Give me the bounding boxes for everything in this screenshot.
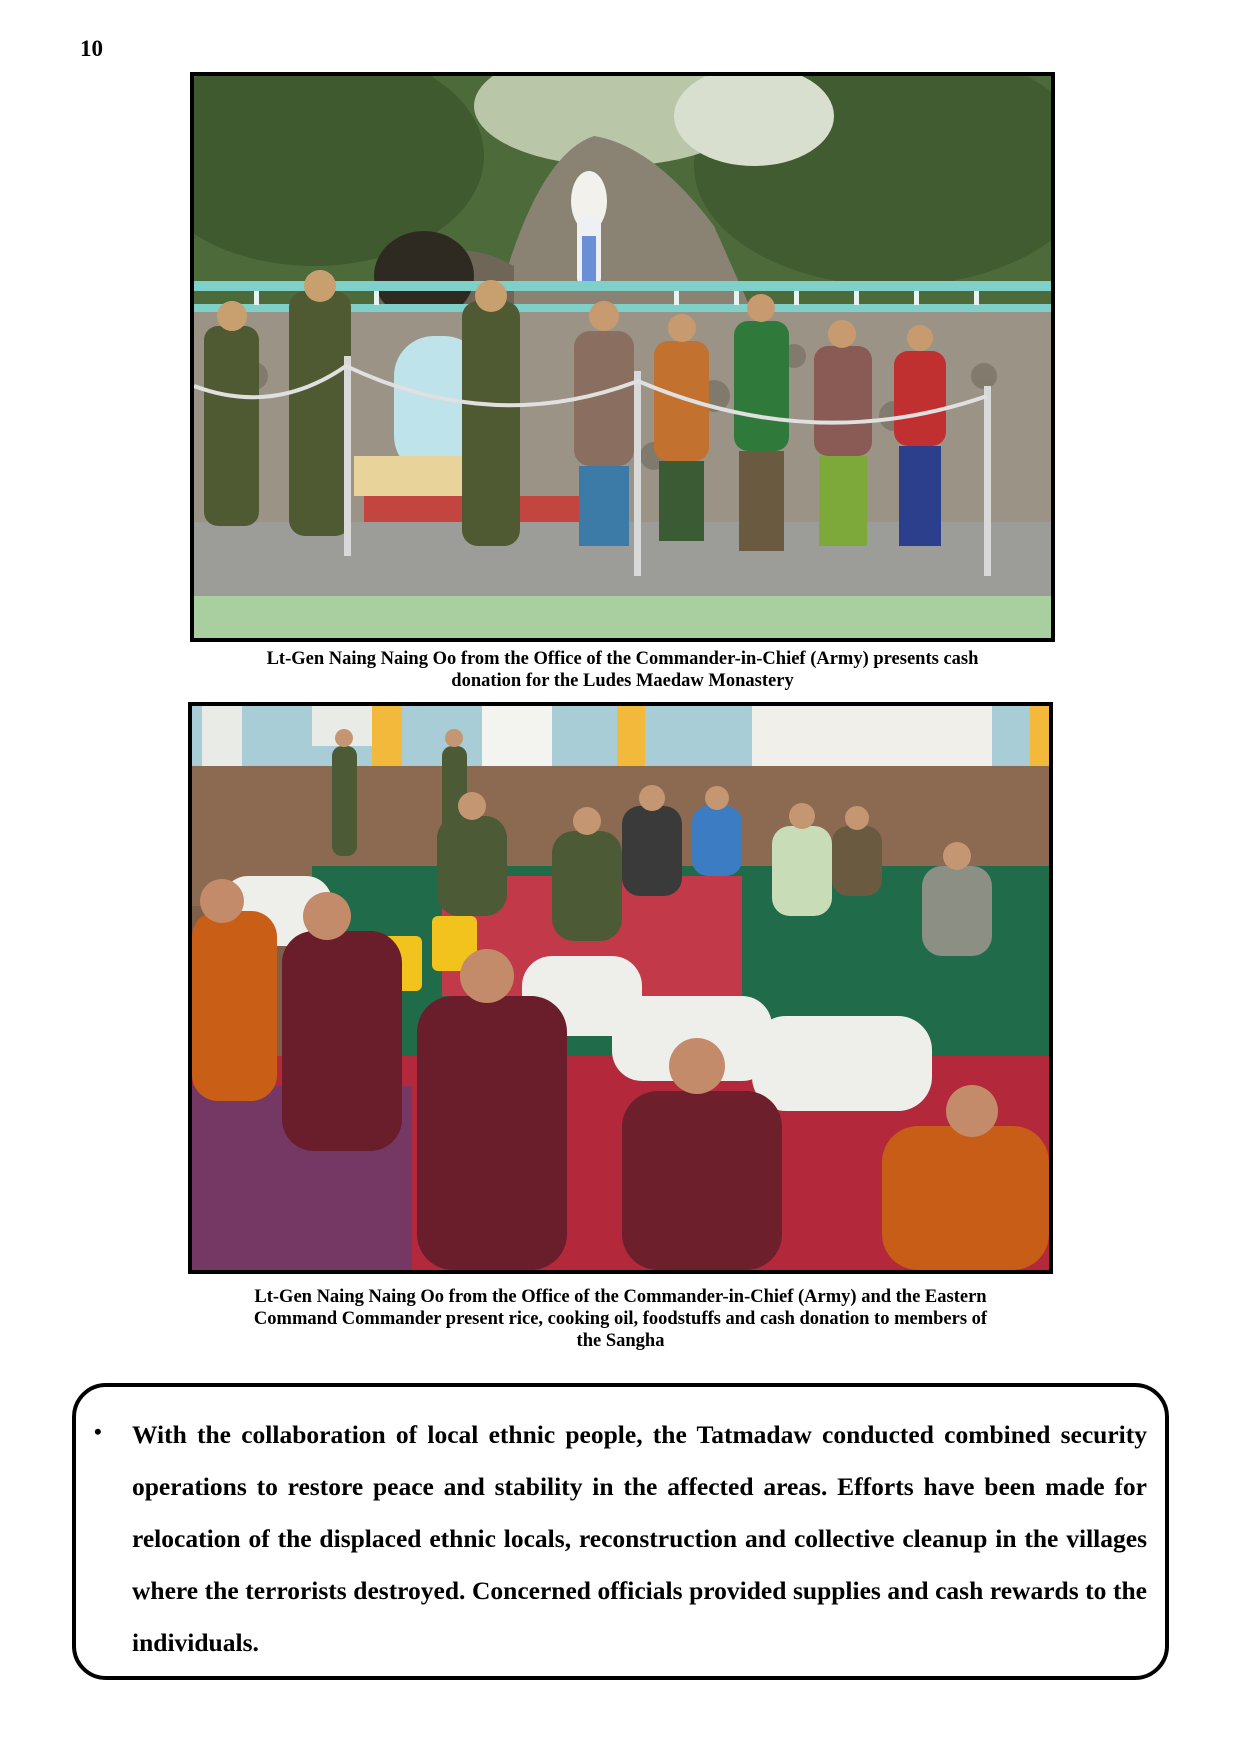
summary-box <box>72 1383 1169 1680</box>
caption-1-line-1: Lt-Gen Naing Naing Oo from the Office of the Commander-in-Chief (Army) presents cash <box>266 649 979 669</box>
photo-grotto-donation <box>190 72 1055 642</box>
summary-paragraph: With the collaboration of local ethnic people, the Tatmadaw conducted combined security operations to restore peace and stability in the affected areas. Efforts have been made for relocation of the displaced ethnic locals, reconstruction and collective cleanup in the villages where the terrorists destroyed. Concerned officials provided supplies and cash rewards to the individuals. <box>132 1420 1147 1657</box>
page-number: 10 <box>80 36 103 61</box>
caption-1-line-2: donation for the Ludes Maedaw Monastery <box>451 671 794 691</box>
photo-caption-2 <box>188 1286 1053 1352</box>
bullet-icon: • <box>94 1419 102 1444</box>
caption-2-line-1: Lt-Gen Naing Naing Oo from the Office of the Commander-in-Chief (Army) and the Eastern <box>254 1287 987 1307</box>
photo-sangha-donation <box>188 702 1053 1274</box>
grotto-donation-image <box>194 76 1051 638</box>
sangha-donation-image <box>192 706 1049 1270</box>
photo-caption-1 <box>190 648 1055 692</box>
caption-2-line-2: Command Commander present rice, cooking oil, foodstuffs and cash donation to members of <box>253 1309 988 1329</box>
caption-2-line-3: the Sangha <box>576 1331 665 1351</box>
